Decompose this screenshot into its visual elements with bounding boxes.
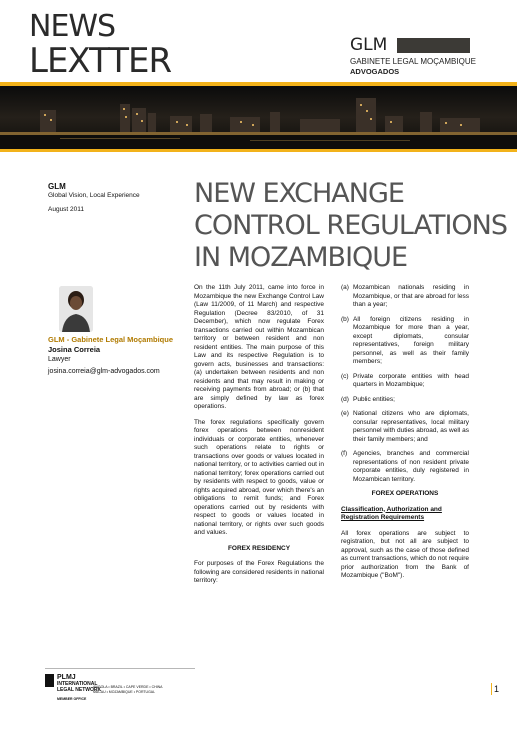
- list-text: All foreign citizens residing in Mozambique for more than a year, except diplomats, consular representatives, foreign military personnel, as well as their family members;: [353, 315, 469, 365]
- list-text: Mozambican nationals residing in Mozambique, or that are abroad for less than a year;: [353, 284, 469, 308]
- author-firm: GLM - Gabinete Legal Moçambique: [48, 335, 174, 344]
- author-photo: [59, 286, 93, 332]
- list-item: [341, 373, 469, 390]
- plmj-logo-text: PLMJ: [57, 674, 76, 681]
- list-marker: (b): [341, 315, 349, 323]
- newsletter-title-line2: LEXTTER: [29, 41, 172, 81]
- glm-logo-subtitle2: ADVOGADOS: [350, 67, 400, 76]
- article-column-2: [341, 284, 469, 588]
- footer-divider: [45, 668, 195, 669]
- paragraph: All forex operations are subject to registration, but not all are subject to approval, such as the case of those defined as current transactions, which do not require prior authorization from the Bank of Mozambique ("BoM").: [341, 529, 469, 579]
- list-text: Public entities;: [353, 395, 395, 403]
- paragraph: On the 11th July 2011, came into force in Mozambique the new Exchange Control Law (Law 11/2009, of 11 March) and respective Regulation (Decree 83/2010, of 31 December), which now regulate Forex transactions carried out within Mozambican territory or between resident and non resident entities. The main purpose of this Law and its respective Regulation is to govern acts, businesses and transactions: (a) undertaken between residents and non residents and that may result in making or receiving payments from abroad; or (b) that are simply defined by law as forex operations.: [194, 284, 324, 410]
- list-text: Agencies, branches and commercial representations of non resident private corporate entities, duly registered in Mozambican territory.: [353, 450, 469, 483]
- list-item: [341, 284, 469, 310]
- list-marker: (f): [341, 450, 348, 457]
- sidebar-tagline: Global Vision, Local Experience: [48, 192, 140, 199]
- list-item: [341, 396, 469, 405]
- list-marker: (c): [341, 372, 349, 380]
- article-column-1: [194, 284, 324, 593]
- glm-logo-text: GLM: [350, 35, 388, 55]
- glm-logo-subtitle: GABINETE LEGAL MOÇAMBIQUE: [350, 57, 476, 66]
- city-skyline-banner: [0, 86, 517, 149]
- article-headline: NEW EXCHANGE CONTROL REGULATIONS IN MOZAMBIQUE: [194, 178, 508, 273]
- paragraph: The forex regulations specifically govern forex operations between nonresident individuals or corporate entities, whenever such operations relate to rights or transactions over goods or values located in national territory, or to activities carried out in national territory; forex operations carried out by residents with respect to goods, value or rights acquired abroad, over which there's an obligations to remit funds; and Forex operations carried out by residents with respect to goods or values located in national territory, or rights over such goods and values.: [194, 418, 324, 536]
- author-name: Josina Correia: [48, 345, 101, 354]
- issue-date: August 2011: [48, 206, 85, 213]
- section-heading-forex-operations: FOREX OPERATIONS: [371, 490, 439, 497]
- author-role: Lawyer: [48, 356, 71, 363]
- list-item: [341, 410, 469, 444]
- list-item: [341, 316, 469, 367]
- list-item: [341, 450, 469, 484]
- paragraph: For purposes of the Forex Regulations the following are considered residents in national territory:: [194, 560, 324, 584]
- author-email[interactable]: josina.correia@glm-advogados.com: [48, 368, 160, 375]
- newsletter-title-line1: NEWS: [29, 9, 116, 44]
- plmj-network-line2: LEGAL NETWORK: [57, 686, 102, 693]
- glm-logo-bar: [397, 38, 470, 53]
- plmj-countries: [93, 685, 193, 694]
- plmj-member-label: MEMBER OFFICE: [57, 697, 87, 701]
- page-number: 1: [494, 684, 500, 694]
- list-marker: (e): [341, 410, 349, 417]
- countries-line1: ANGOLA • BRAZIL • CAPE VERDE • CHINA: [93, 685, 163, 689]
- list-marker: (a): [341, 284, 349, 291]
- page-number-accent: [491, 683, 492, 695]
- countries-line2: MACAU • MOZAMBIQUE • PORTUGAL: [93, 689, 156, 694]
- plmj-logo-mark: [45, 674, 54, 687]
- plmj-network-line1: INTERNATIONAL: [57, 681, 98, 687]
- list-marker: (d): [341, 395, 349, 403]
- section-heading-forex-residency: FOREX RESIDENCY: [227, 544, 291, 552]
- accent-stripe-bottom: [0, 149, 517, 152]
- list-text: National citizens who are diplomats, consular representatives, local military personnel with duties abroad, as well as their family members; and: [353, 410, 469, 443]
- sidebar-org: GLM: [48, 182, 66, 191]
- list-text: Private corporate entities with head quarters in Mozambique;: [353, 372, 469, 388]
- subsection-heading: Classification, Authorization and Registration Requirements: [341, 505, 442, 521]
